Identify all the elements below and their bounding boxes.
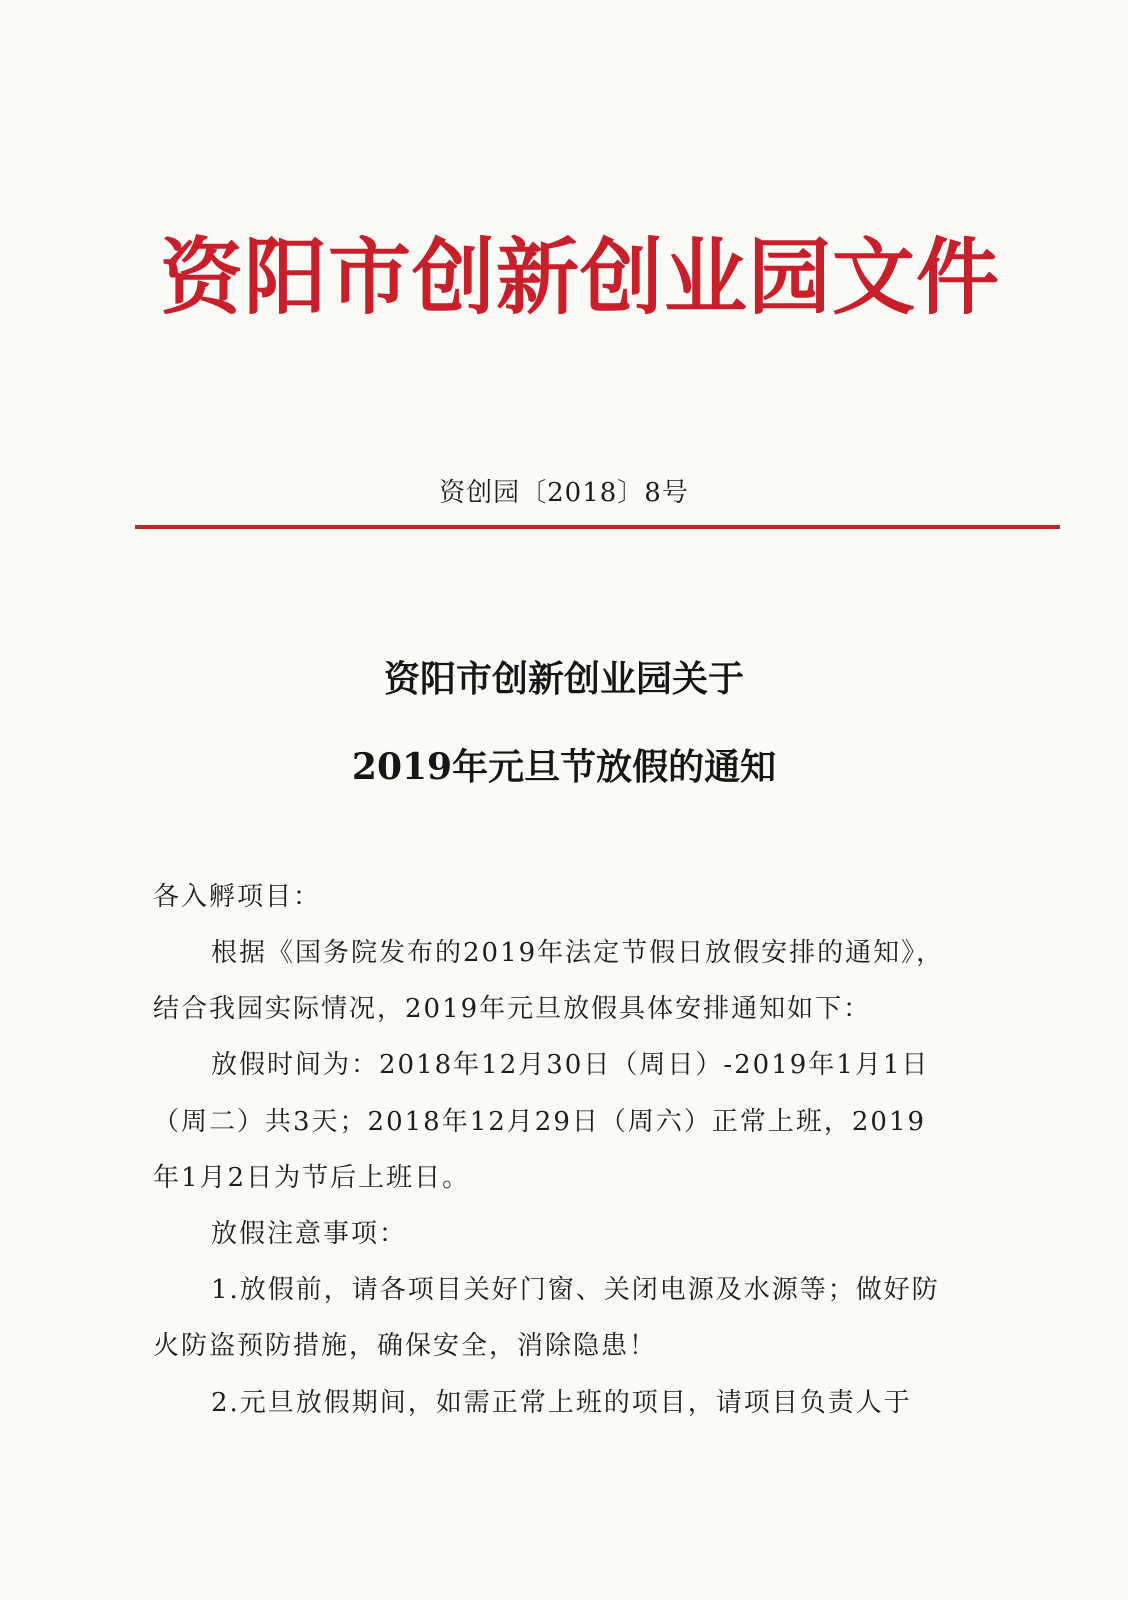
- body-line: 放假注意事项：: [211, 1219, 408, 1249]
- body-line: （周二）共3天；2018年12月29日（周六）正常上班，2019: [153, 1107, 927, 1137]
- red-divider-rule: [135, 525, 1060, 529]
- body-line: 2.元旦放假期间，如需正常上班的项目，请项目负责人于: [211, 1388, 912, 1418]
- body-line: 年1月2日为节后上班日。: [153, 1163, 471, 1193]
- notice-title-line-1: 资阳市创新创业园关于: [383, 658, 744, 700]
- body-line: 结合我园实际情况，2019年元旦放假具体安排通知如下：: [153, 994, 872, 1024]
- body-line: 根据《国务院发布的2019年法定节假日放假安排的通知》，: [211, 938, 945, 968]
- body-line: 火防盗预防措施，确保安全，消除隐患！: [153, 1331, 658, 1361]
- salutation: 各入孵项目：: [153, 882, 322, 912]
- body-line: 放假时间为：2018年12月30日（周日）-2019年1月1日: [211, 1050, 930, 1080]
- document-number: 资创园〔2018〕8号: [439, 478, 689, 508]
- body-line: 1.放假前，请各项目关好门窗、关闭电源及水源等；做好防: [211, 1275, 940, 1305]
- masthead-title: 资阳市创新创业园文件: [160, 228, 1000, 326]
- notice-title-line-2: 2019年元旦节放假的通知: [351, 746, 777, 788]
